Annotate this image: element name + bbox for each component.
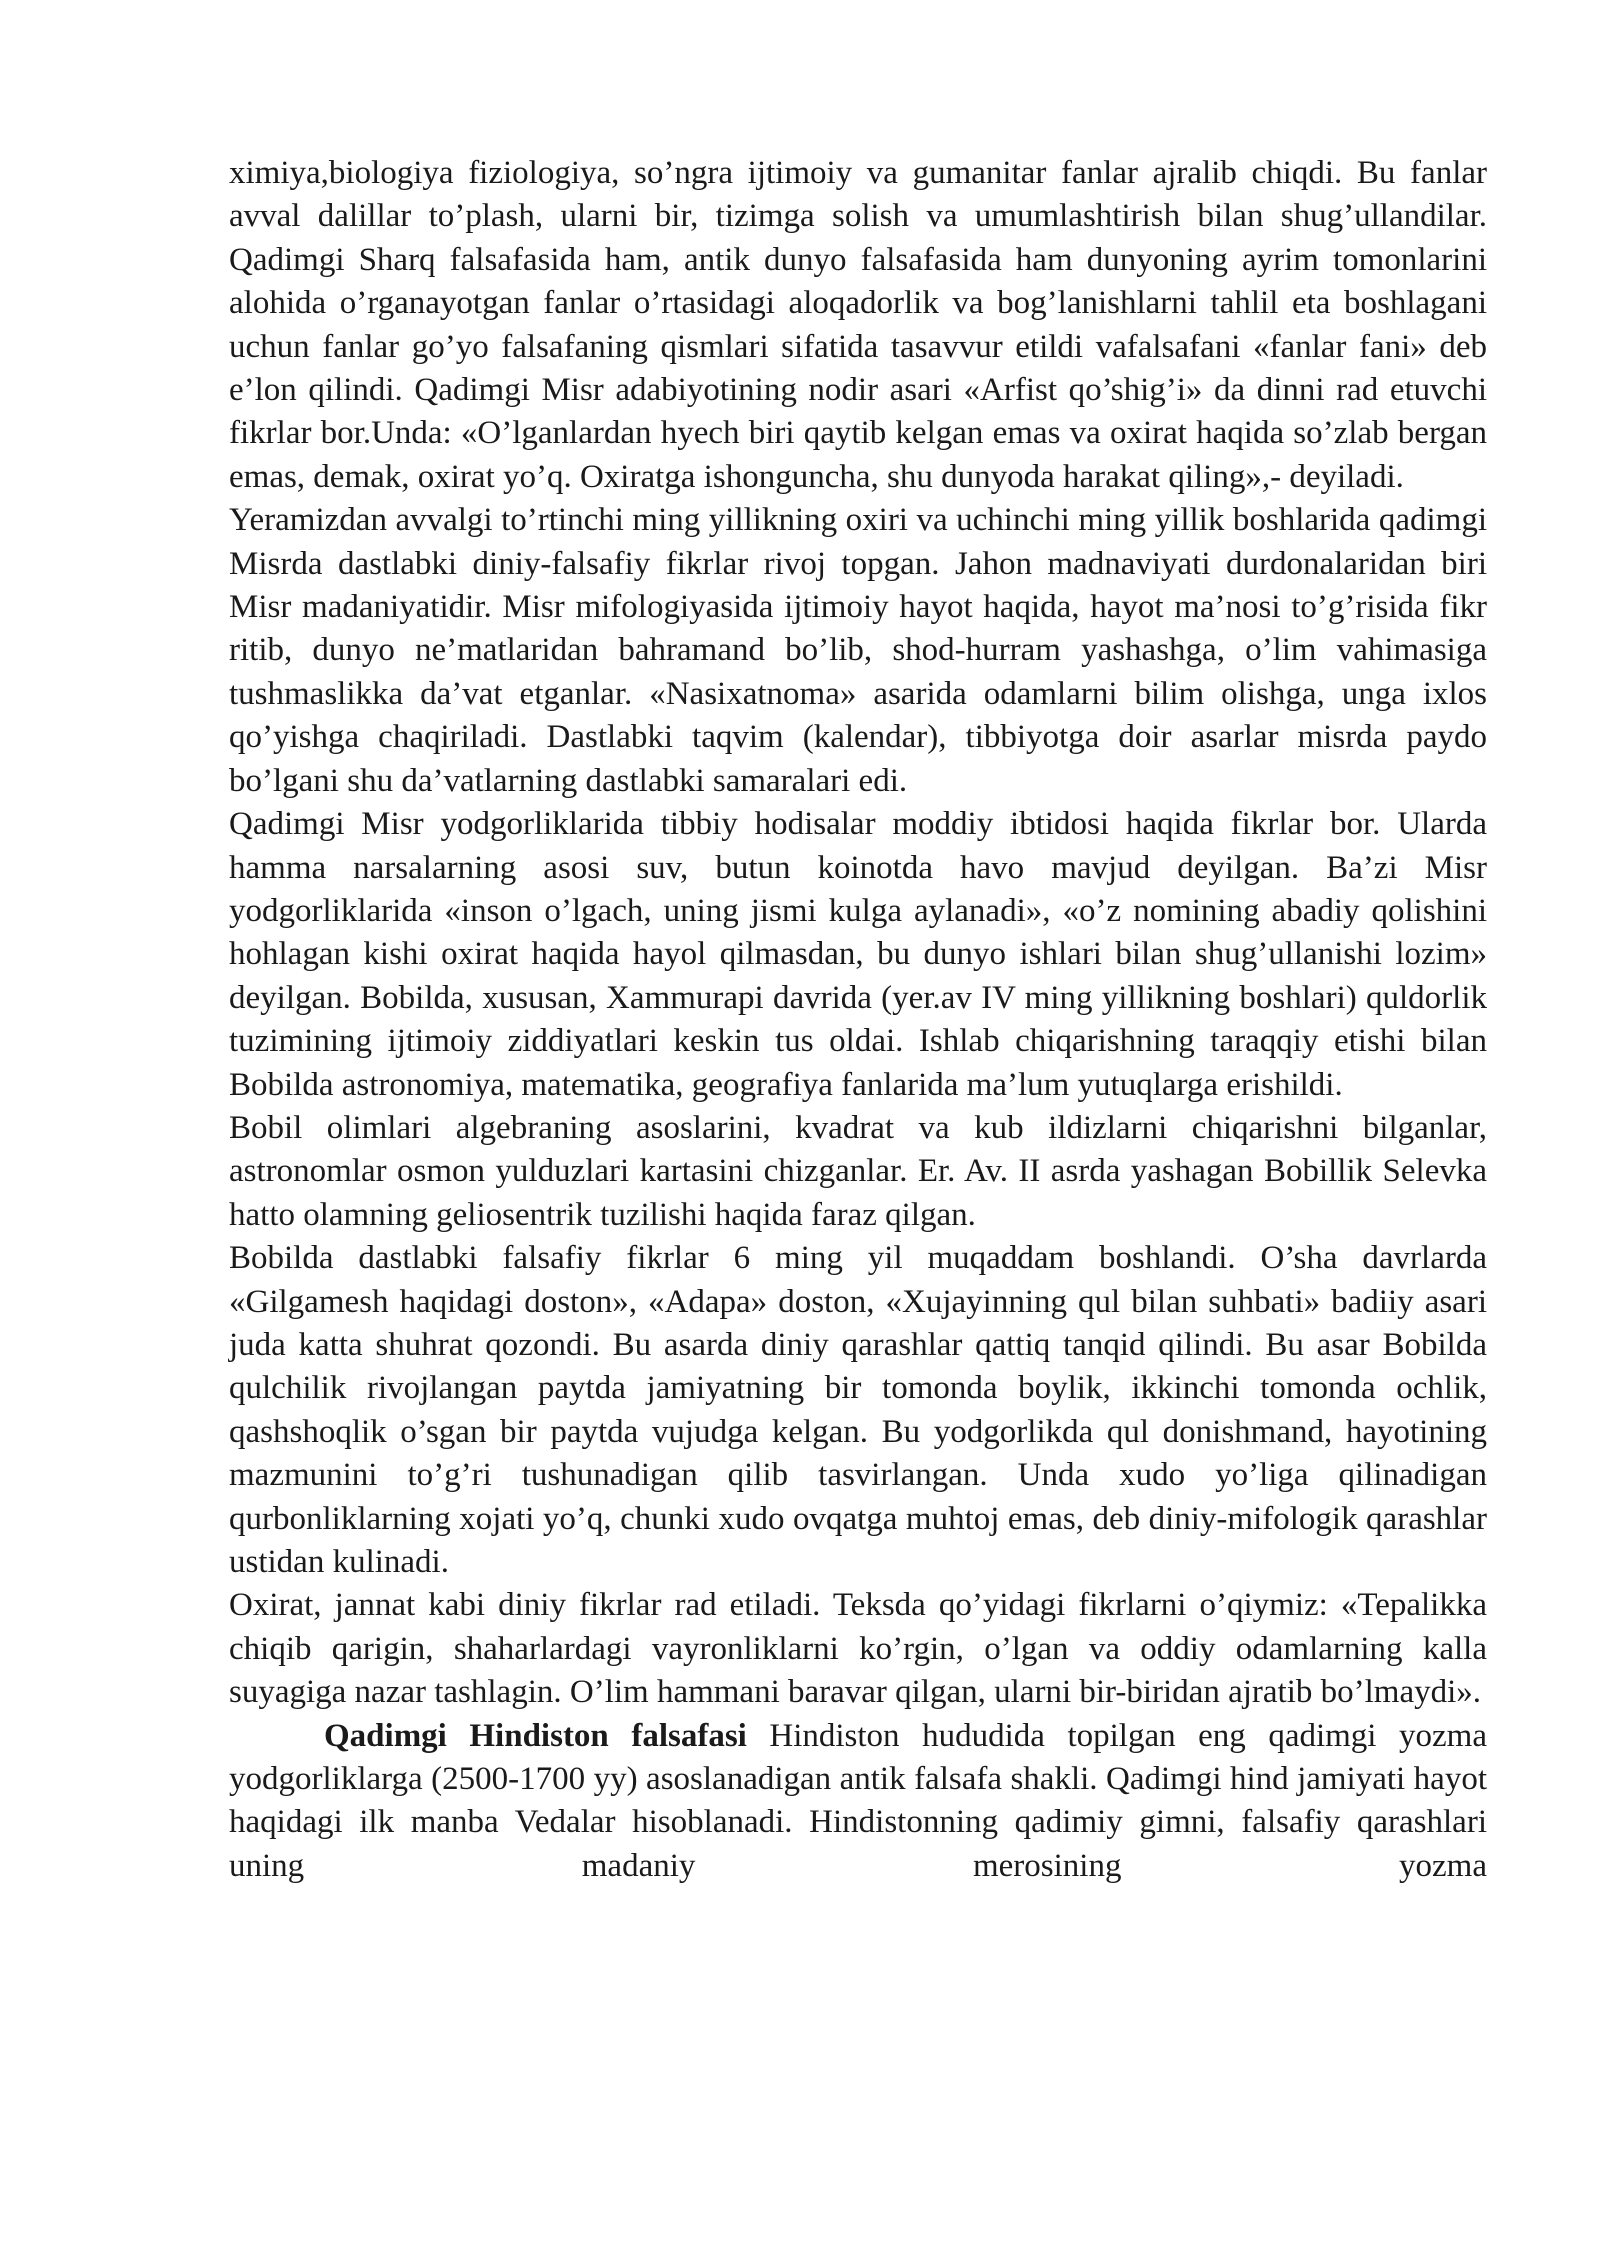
paragraph-4: Bobil olimlari algebraning asoslarini, kvadrat va kub ildizlarni chiqarishni bilganlar, astronomlar osmon yulduzlari kartasini chizganlar. Er. Av. II asrda yashagan Bobillik Selevka hatto olamning geliosentrik tuzilishi haqida faraz qilgan. <box>229 1109 1487 1233</box>
paragraph-5: Bobilda dastlabki falsafiy fikrlar 6 ming yil muqaddam boshlandi. O’sha davrlarda «Gilgamesh haqidagi doston», «Adapa» doston, «Xujayinning qul bilan suhbati» badiiy asari juda katta shuhrat qozondi. Bu asarda diniy qarashlar qattiq tanqid qilindi. Bu asar Bobilda qulchilik rivojlangan paytda jamiyatning bir tomonda boylik, ikkinchi tomonda ochlik, qashshoqlik o’sgan bir paytda vujudga kelgan. Bu yodgorlikda qul donishmand, hayotining mazmunini to’g’ri tushunadigan qilib tasvirlangan. Unda xudo yo’liga qilinadigan qurbonliklarning xojati yo’q, chunki xudo ovqatga muhtoj emas, deb diniy-mifologik qarashlar ustidan kulinadi. <box>229 1240 1487 1580</box>
paragraph-6: Oxirat, jannat kabi diniy fikrlar rad etiladi. Teksda qo’yidagi fikrlarni o’qiymiz: «Tepalikka chiqib qarigin, shaharlardagi vayronliklarni ko’rgin, o’lgan va oddiy odamlarning kalla suyagiga nazar tashlagin. O’lim hammani baravar qilgan, ularni bir-biridan ajratib bo’lmaydi». <box>229 1587 1487 1711</box>
paragraph-2: Yeramizdan avvalgi to’rtinchi ming yillikning oxiri va uchinchi ming yillik boshlarida qadimgi Misrda dastlabki diniy-falsafiy fikrlar rivoj topgan. Jahon madnaviyati durdonalaridan biri Misr madaniyatidir. Misr mifologiyasida ijtimoiy hayot haqida, hayot ma’nosi to’g’risida fikr ritib, dunyo ne’matlaridan bahramand bo’lib, shod-hurram yashashga, o’lim vahimasiga tushmaslikka da’vat etganlar. «Nasixatnoma» asarida odamlarni bilim olishga, unga ixlos qo’yishga chaqiriladi. Dastlabki taqvim (kalendar), tibbiyotga doir asarlar misrda paydo bo’lgani shu da’vatlarning dastlabki samaralari edi. <box>229 502 1487 799</box>
paragraph-7 <box>229 1715 1487 1889</box>
section-heading: Qadimgi Hindiston falsafasi <box>324 1717 747 1754</box>
paragraph-1: ximiya,biologiya fiziologiya, so’ngra ijtimoiy va gumanitar fanlar ajralib chiqdi. Bu fanlar avval dalillar to’plash, ularni bir, tizimga solish va umumlashtirish bilan shug’ullandilar. Qadimgi Sharq falsafasida ham, antik dunyo falsafasida ham dunyoning ayrim tomonlarini alohida o’rganayotgan fanlar o’rtasidagi aloqadorlik va bog’lanishlarni tahlil eta boshlagani uchun fanlar go’yo falsafaning qismlari sifatida tasavvur etildi vafalsafani «fanlar fani» deb e’lon qilindi. Qadimgi Misr adabiyotining nodir asari «Arfist qo’shig’i» da dinni rad etuvchi fikrlar bor.Unda: «O’lganlardan hyech biri qaytib kelgan emas va oxirat haqida so’zlab bergan emas, demak, oxirat yo’q. Oxiratga ishonguncha, shu dunyoda harakat qiling»,- deyiladi. <box>229 155 1487 495</box>
document-page <box>229 152 1487 1888</box>
paragraph-3: Qadimgi Misr yodgorliklarida tibbiy hodisalar moddiy ibtidosi haqida fikrlar bor. Ularda hamma narsalarning asosi suv, butun koinotda havo mavjud deyilgan. Ba’zi Misr yodgorliklarida «inson o’lgach, uning jismi kulga aylanadi», «o’z nomining abadiy qolishini hohlagan kishi oxirat haqida hayol qilmasdan, bu dunyo ishlari bilan shug’ullanishi lozim» deyilgan. Bobilda, xususan, Xammurapi davrida (yer.av IV ming yillikning boshlari) quldorlik tuzimining ijtimoiy ziddiyatlari keskin tus oldai. Ishlab chiqarishning taraqqiy etishi bilan Bobilda astronomiya, matematika, geografiya fanlarida ma’lum yutuqlarga erishildi. <box>229 806 1487 1103</box>
paragraph-7-text: Hindiston hududida topilgan eng qadimgi yozma yodgorliklarga (2500-1700 yy) asoslanadigan antik falsafa shakli. Qadimgi hind jamiyati hayot haqidagi ilk manba Vedalar hisoblanadi. Hindistonning qadimiy gimni, falsafiy qarashlari uning madaniy merosining yozma <box>229 1717 1487 1884</box>
